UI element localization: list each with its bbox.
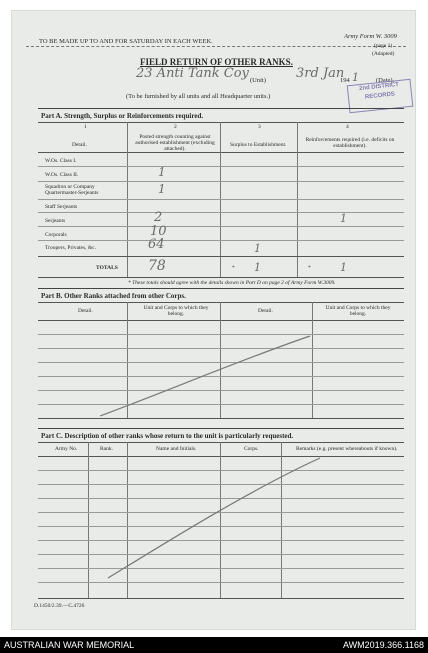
col-header-name: Name and Initials. (156, 446, 197, 452)
posted-value: 64 (148, 237, 165, 252)
archive-name: AUSTRALIAN WAR MEMORIAL (4, 640, 135, 650)
row-detail: Staff Serjeants (45, 204, 78, 210)
col-header-detail: Detail. (72, 142, 87, 148)
archive-footer (0, 637, 428, 653)
part-c-heading: Part C. Description of other ranks whose return to the unit is particularly requested. (41, 432, 294, 440)
posted-value: 2 (154, 210, 163, 225)
pencil-stroke-part-b (100, 336, 310, 416)
total-surplus: 1 (254, 261, 261, 274)
posted-value: 1 (158, 182, 166, 196)
furnish-note: (To be furnished by all units and all Headquarter units.) (126, 93, 271, 100)
col-header-detail: Detail. (258, 308, 273, 314)
col-number: 3 (258, 124, 261, 130)
weekly-instruction: TO BE MADE UP TO AND FOR SATURDAY IN EACH WEEK. (39, 38, 213, 45)
col-header-unit-corps: Unit and Corps to which they belong. (143, 305, 209, 317)
pencil-stroke-part-c (108, 458, 320, 578)
col-header-posted: Posted strength counting against authorised establishment (excluding attached). (135, 134, 215, 152)
posted-value: 1 (158, 165, 166, 179)
part-b-heading: Part B. Other Ranks attached from other Corps. (41, 292, 186, 300)
row-detail: W.Os. Class I. (45, 158, 77, 164)
unit-label: (Unit) (250, 77, 266, 84)
asterisk: * (308, 265, 311, 271)
page-number: (page 1) (374, 43, 393, 49)
row-detail: Corporals (45, 232, 67, 238)
adapted-note: (Adapted) (372, 51, 395, 57)
archive-reference: AWM2019.366.1168 (342, 640, 424, 650)
records-stamp: 2nd DISTRICT RECORDS (347, 79, 414, 114)
row-detail: W.Os. Class II. (45, 172, 79, 178)
col-header-rank: Rank. (100, 446, 113, 452)
col-header-corps: Corps. (244, 446, 259, 452)
col-header-detail: Detail. (78, 308, 93, 314)
col-header-army-no: Army No. (55, 446, 78, 452)
totals-label: TOTALS (96, 265, 118, 271)
total-reinforcements: 1 (340, 261, 347, 274)
col-header-reinforcements: Reinforcements required (i.e. deficits on establishment). (305, 137, 395, 149)
unit-value: 23 Anti Tank Coy (136, 66, 249, 81)
year-printed: 194 (340, 77, 350, 84)
year-handwritten: 1 (352, 71, 359, 84)
reinforcement-value: 1 (340, 212, 347, 225)
col-header-unit-corps: Unit and Corps to which they belong. (325, 305, 391, 317)
row-detail: Serjeants (45, 218, 66, 224)
col-header-remarks: Remarks (e.g. present whereabouts if known). (296, 446, 398, 452)
col-number: 4 (346, 124, 349, 130)
total-posted: 78 (148, 258, 166, 274)
print-code: D.1450/2.39.—C.4726 (34, 603, 85, 609)
surplus-value: 1 (254, 242, 261, 255)
col-number: 1 (84, 124, 87, 130)
asterisk: * (232, 265, 235, 271)
col-header-surplus: Surplus to Establishment. (230, 142, 287, 148)
form-title: FIELD RETURN OF OTHER RANKS. (140, 57, 293, 67)
col-number: 2 (174, 124, 177, 130)
date-label: (Date). (376, 77, 395, 84)
part-a-heading: Part A. Strength, Surplus or Reinforcements required. (41, 112, 204, 120)
date-value: 3rd Jan (296, 66, 345, 81)
posted-value: 10 (150, 224, 167, 239)
row-detail: Squadron or Company Quartermaster-Serjeants (45, 184, 99, 196)
row-detail: Troopers, Privates, &c. (45, 245, 96, 251)
totals-footnote: * These totals should agree with the details shown in Part D on page 2 of Army Form W.3009. (128, 280, 336, 286)
form-number: Army Form W. 3009 (344, 33, 397, 40)
